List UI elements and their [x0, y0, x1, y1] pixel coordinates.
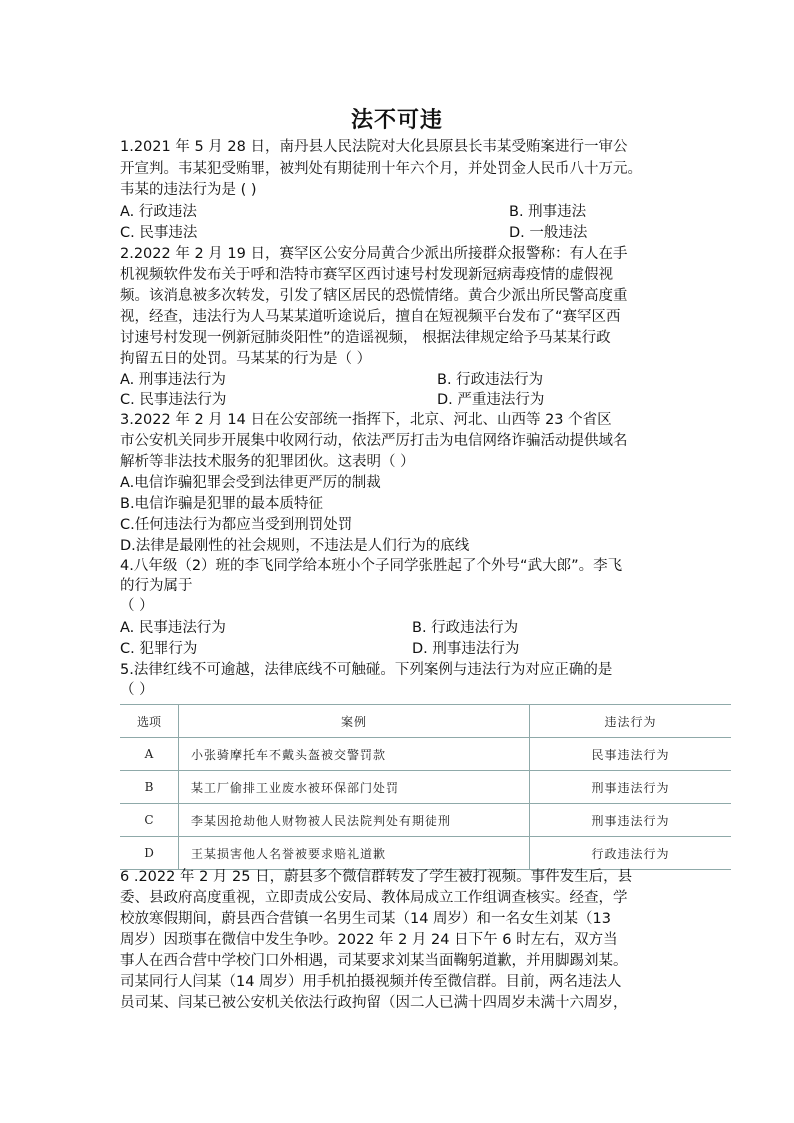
case-table: [120, 704, 731, 870]
q1-option-a: A. 行政违法: [120, 204, 197, 220]
q2-line-6: 拘留五日的处罚。马某某的行为是（ ）: [120, 351, 372, 367]
table-row: [120, 738, 731, 771]
q6-line-2: 委、县政府高度重视，立即责成公安局、教体局成立工作组调查核实。经查，学: [120, 890, 628, 906]
q2-line-5: 讨速号村发现一例新冠肺炎阳性”的造谣视频， 根据法律规定给予马某某行政: [120, 330, 611, 346]
q3-option-d: D.法律是最刚性的社会规则，不违法是人们行为的底线: [120, 538, 470, 554]
q3-line-3: 解析等非法技术服务的犯罪团伙。这表明（ ）: [120, 454, 415, 470]
q4-line-1: 4.八年级（2）班的李飞同学给本班小个子同学张胜起了个外号“武大郎”。李飞: [120, 558, 623, 574]
q6-line-3: 校放寒假期间，蔚县西合营镇一名男生司某（14 周岁）和一名女生刘某（13: [120, 911, 612, 927]
q5-line-1: 5.法律红线不可逾越，法律底线不可触碰。下列案例与违法行为对应正确的是: [120, 662, 613, 678]
q1-line-3: 韦某的违法行为是 ( ): [120, 182, 257, 198]
q4-line-3: （ ）: [120, 598, 154, 614]
q1-option-c: C. 民事违法: [120, 225, 198, 241]
table-cell-case: 小张骑摩托车不戴头盔被交警罚款: [179, 738, 530, 771]
q2-line-4: 视，经查，违法行为人马某某道听途说后，擅自在短视频平台发布了“赛罕区西: [120, 309, 621, 325]
table-cell-violation: 民事违法行为: [530, 738, 732, 771]
document-title: 法不可违: [350, 107, 443, 133]
table-cell-violation: 行政违法行为: [530, 837, 732, 870]
q1-line-1: 1.2021 年 5 月 28 日，南丹县人民法院对大化县原县长韦某受贿案进行一审公: [120, 139, 628, 155]
q3-line-1: 3.2022 年 2 月 14 日在公安部统一指挥下，北京、河北、山西等 23 个省区: [120, 412, 612, 428]
q3-option-a: A.电信诈骗犯罪会受到法律更严厉的制裁: [120, 475, 381, 491]
table-header-violation: 违法行为: [530, 705, 732, 738]
q2-line-2: 机视频软件发布关于呼和浩特市赛罕区西讨速号村发现新冠病毒疫情的虚假视: [120, 267, 613, 283]
table-cell-case: 李某因抢劫他人财物被人民法院判处有期徒刑: [179, 804, 530, 837]
q2-line-3: 频。该消息被多次转发，引发了辖区居民的恐慌情绪。黄合少派出所民警高度重: [120, 288, 628, 304]
q4-option-b: B. 行政违法行为: [412, 620, 519, 636]
q4-option-d: D. 刑事违法行为: [412, 641, 520, 657]
q2-option-c: C. 民事违法行为: [120, 392, 227, 408]
table-cell-case: 某工厂偷排工业废水被环保部门处罚: [179, 771, 530, 804]
q3-option-b: B.电信诈骗是犯罪的最本质特征: [120, 496, 324, 512]
q1-line-2: 开宣判。韦某犯受贿罪，被判处有期徒刑十年六个月，并处罚金人民币八十万元。: [120, 161, 642, 177]
table-cell-violation: 刑事违法行为: [530, 771, 732, 804]
table-row: [120, 804, 731, 837]
table-cell-option: A: [120, 738, 179, 771]
table-header-row: [120, 705, 731, 738]
q6-line-4: 周岁）因琐事在微信中发生争吵。2022 年 2 月 24 日下午 6 时左右，双方当: [120, 932, 618, 948]
table-cell-case: 王某损害他人名誉被要求赔礼道歉: [179, 837, 530, 870]
q1-option-d: D. 一般违法: [509, 225, 588, 241]
q5-line-2: （ ）: [120, 682, 154, 698]
q2-line-1: 2.2022 年 2 月 19 日，赛罕区公安分局黄合少派出所接群众报警称：有人在手: [120, 246, 628, 262]
q6-line-7: 员司某、闫某已被公安机关依法行政拘留（因二人已满十四周岁未满十六周岁，: [120, 995, 628, 1011]
q4-line-2: 的行为属于: [120, 578, 193, 594]
table-cell-option: B: [120, 771, 179, 804]
table-row: [120, 837, 731, 870]
q6-line-1: 6 .2022 年 2 月 25 日，蔚县多个微信群转发了学生被打视频。事件发生后，县: [120, 869, 633, 885]
q3-option-c: C.任何违法行为都应当受到刑罚处罚: [120, 517, 353, 533]
table-header-option: 选项: [120, 705, 179, 738]
q2-option-a: A. 刑事违法行为: [120, 372, 226, 388]
q1-option-b: B. 刑事违法: [509, 204, 587, 220]
table-row: [120, 771, 731, 804]
q3-line-2: 市公安机关同步开展集中收网行动，依法严厉打击为电信网络诈骗活动提供域名: [120, 433, 628, 449]
table-header-case: 案例: [179, 705, 530, 738]
table-cell-violation: 刑事违法行为: [530, 804, 732, 837]
q4-option-c: C. 犯罪行为: [120, 641, 198, 657]
q2-option-d: D. 严重违法行为: [437, 392, 545, 408]
table-cell-option: C: [120, 804, 179, 837]
q6-line-5: 事人在西合营中学校门口外相遇，司某要求刘某当面鞠躬道歉，并用脚踢刘某。: [120, 953, 628, 969]
table-cell-option: D: [120, 837, 179, 870]
q2-option-b: B. 行政违法行为: [437, 372, 544, 388]
q4-option-a: A. 民事违法行为: [120, 620, 226, 636]
q6-line-6: 司某同行人闫某（14 周岁）用手机拍摄视频并传至微信群。目前，两名违法人: [120, 974, 622, 990]
